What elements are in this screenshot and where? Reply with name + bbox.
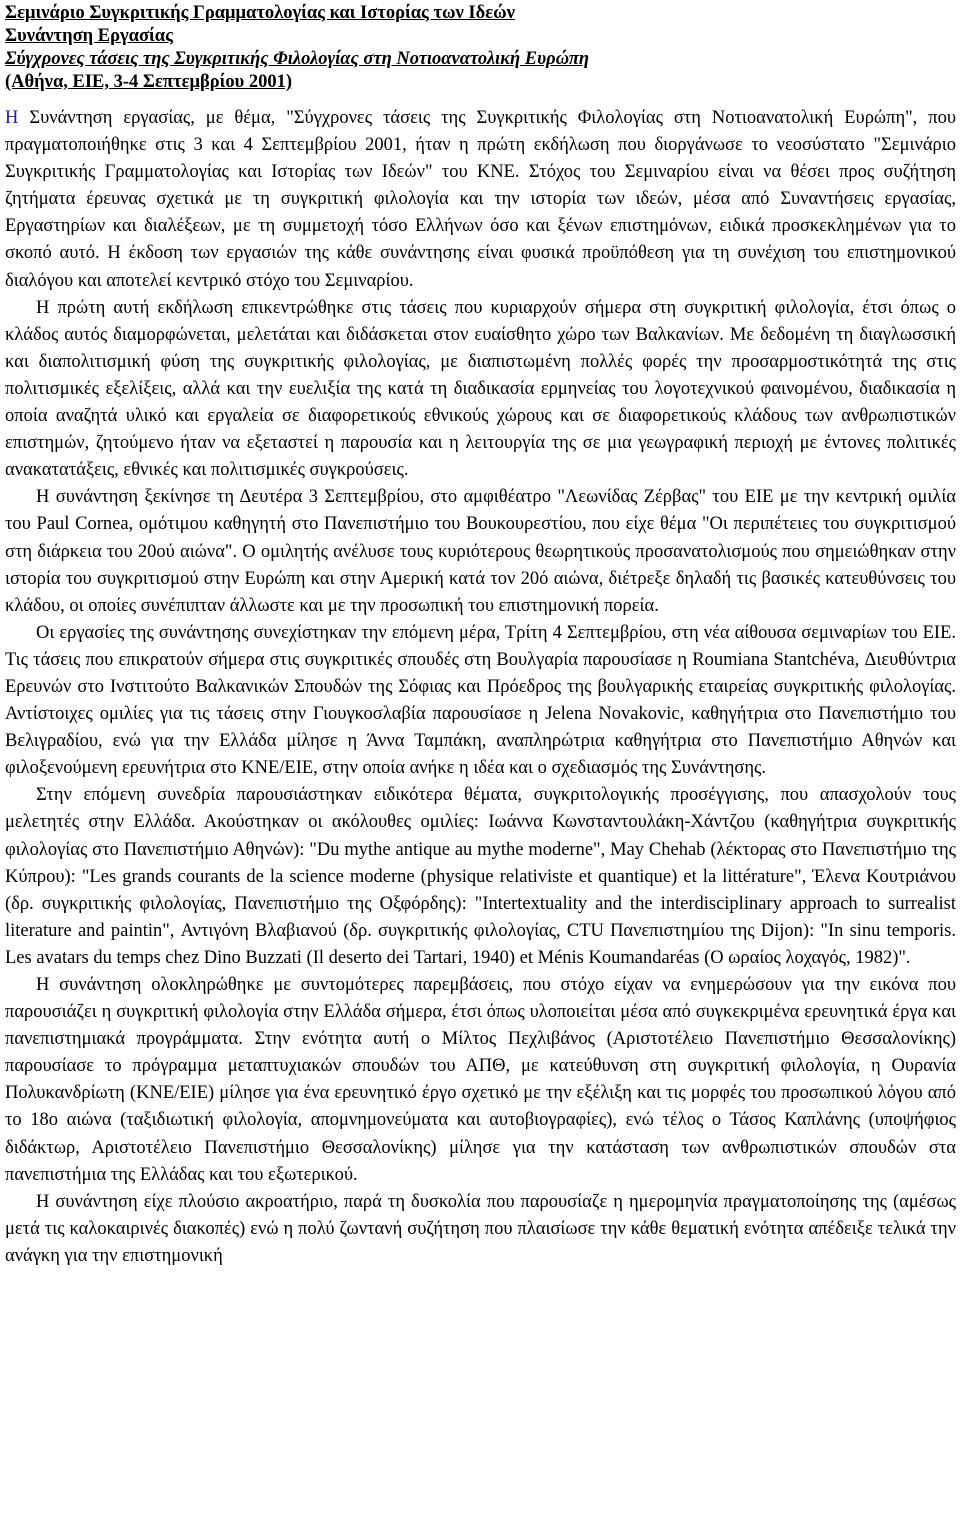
paragraph-5: Στην επόμενη συνεδρία παρουσιάστηκαν ειδικότερα θέματα, συγκριτολογικής προσέγγισης, που απασχολούν τους μελετητές στην Ελλάδα. Ακούστηκαν οι ακόλουθες ομιλίες: Ιωάννα Κωνσταντουλάκη-Χάντζου (καθηγήτρια συγκριτικής φιλολογίας στο Πανεπιστήμιο Αθηνών): "Du mythe antique au mythe moderne", May Chehab (λέκτορας στο Πανεπιστήμιο της Κύπρου): "Les grands courants de la science moderne (physique relativiste et quantique) et la littérature", Έλενα Κουτριάνου (δρ. συγκριτικής φιλολογίας, Πανεπιστήμιο της Οξφόρδης): "Intertextuality and the interdisciplinary approach to surrealist literature and paintin", Αντιγόνη Βλαβιανού (δρ. συγκριτικής φιλολογίας, CTU Πανεπιστημίου της Dijon): "In sinu temporis. Les avatars du temps chez Dino Buzzati (Il deserto dei Tartari, 1940) et Ménis Koumandaréas (Ο ωραίος λοχαγός, 1982)". <box>5 785 956 968</box>
paragraph-4: Οι εργασίες της συνάντησης συνεχίστηκαν την επόμενη μέρα, Τρίτη 4 Σεπτεμβρίου, στη νέα αίθουσα σεμιναρίων του ΕΙΕ. Τις τάσεις που επικρατούν σήμερα στις συγκριτικές σπουδές στη Βουλγαρία παρουσίασε η Roumiana Stantchéva, Διευθύντρια Ερευνών στο Ινστιτούτο Βαλκανικών Σπουδών της Σόφιας και Πρόεδρος της βουλγαρικής εταιρείας συγκριτικής φιλολογίας. Αντίστοιχες ομιλίες για τις τάσεις στην Γιουγκοσλαβία παρουσίασε η Jelena Novakovic, καθηγήτρια στο Πανεπιστήμιο του Βελιγραδίου, ενώ για την Ελλάδα μίλησε η Άννα Ταμπάκη, αναπληρώτρια καθηγήτρια στο Πανεπιστήμιο Αθηνών και φιλοξενούμενη ερευνήτρια στο ΚΝΕ/ΕΙΕ, στην οποία ανήκε η ιδέα και ο σχεδιασμός της Συνάντησης. <box>5 622 956 779</box>
paragraph-7: Η συνάντηση είχε πλούσιο ακροατήριο, παρά τη δυσκολία που παρουσίαζε η ημερομηνία πραγματοποίησης της (αμέσως μετά τις καλοκαιρινές διακοπές) ενώ η πολύ ζωντανή συζήτηση που πλαισίωσε την κάθε θεματική ενότητα απέδειξε τελικά την ανάγκη για την επιστημονική <box>5 1191 956 1266</box>
meeting-place-date: (Αθήνα, ΕΙΕ, 3-4 Σεπτεμβρίου 2001) <box>5 72 293 92</box>
meeting-subject: Σύγχρονες τάσεις της Συγκριτικής Φιλολογίας στη Νοτιοανατολική Ευρώπη <box>5 49 590 69</box>
initial-letter: Η <box>5 108 19 128</box>
meeting-title: Συνάντηση Εργασίας <box>5 26 173 46</box>
document-body <box>5 105 956 1270</box>
paragraph-6: Η συνάντηση ολοκληρώθηκε με συντομότερες παρεμβάσεις, που στόχο είχαν να ενημερώσουν για την εικόνα που παρουσιάζει η συγκριτική φιλολογία στην Ελλάδα σήμερα, έτσι όπως υλοποιείται μέσα από συγκεκριμένα ερευνητικά έργα και πανεπιστημιακά προγράμματα. Στην ενότητα αυτή ο Μίλτος Πεχλιβάνος (Αριστοτέλειο Πανεπιστήμιο Θεσσαλονίκης) παρουσίασε το πρόγραμμα μεταπτυχιακών σπουδών του ΑΠΘ, με κατεύθυνση στη συγκριτική φιλολογία, η Ουρανία Πολυκανδρίωτη (ΚΝΕ/ΕΙΕ) μίλησε για ένα ερευνητικό έργο σχετικό με την εξέλιξη και τις μορφές του προσωπικού λόγου από το 18ο αιώνα (ταξιδιωτική φιλολογία, απομνημονεύματα και αυτοβιογραφίες), ενώ τέλος ο Τάσος Καπλάνης (υποψήφιος διδάκτωρ, Αριστοτέλειο Πανεπιστήμιο Θεσσαλονίκης) μίλησε για την κατάσταση των ανθρωπιστικών σπουδών στα πανεπιστήμια της Ελλάδας και του εξωτερικού. <box>5 975 956 1185</box>
paragraph-1-text: Συνάντηση εργασίας, με θέμα, "Σύγχρονες τάσεις της Συγκριτικής Φιλολογίας στη Νοτιοανατολική Ευρώπη", που πραγματοποιήθηκε στις 3 και 4 Σεπτεμβρίου 2001, ήταν η πρώτη εκδήλωση που διοργάνωσε το νεοσύστατο "Σεμινάριο Συγκριτικής Γραμματολογίας και Ιστορίας των Ιδεών" του ΚΝΕ. Στόχος του Σεμιναρίου είναι να θέσει προς συζήτηση ζητήματα έρευνας σχετικά με τη συγκριτική φιλολογία και την ιστορία των ιδεών, μέσα από Συναντήσεις εργασίας, Εργαστηρίων και διαλέξεων, με τη συμμετοχή τόσο Ελλήνων όσο και ξένων επιστημόνων, ειδικά προσκεκλημένων για το σκοπό αυτό. Η έκδοση των εργασιών της κάθε συνάντησης είναι φυσικά προϋπόθεση για τη συνέχιση του επιστημονικού διαλόγου και αποτελεί κεντρικό στόχο του Σεμιναρίου. <box>5 108 956 291</box>
seminar-title: Σεμινάριο Συγκριτικής Γραμματολογίας και Ιστορίας των Ιδεών <box>5 3 515 23</box>
paragraph-1 <box>5 105 956 295</box>
paragraph-2: Η πρώτη αυτή εκδήλωση επικεντρώθηκε στις τάσεις που κυριαρχούν σήμερα στη συγκριτική φιλολογία, έτσι όπως ο κλάδος αυτός διαμορφώνεται, μελετάται και διδάσκεται στον ευαίσθητο χώρο των Βαλκανίων. Με δεδομένη τη διαγλωσσική και διαπολιτισμική φύση της συγκριτικής φιλολογίας, με διαπιστωμένη πολλές φορές την προσαρμοστικότητά της στις πολιτισμικές εξελίξεις, αλλά και την ευελιξία της κατά τη διαδικασία ερμηνείας του λογοτεχνικού φαινομένου, διαδικασία η οποία αναζητά υλικό και εργαλεία σε διαφορετικούς εθνικούς χώρους και σε διαφορετικούς κλάδους των ανθρωπιστικών επιστημών, ζητούμενο ήταν να εξεταστεί η παρουσία και η λειτουργία της σε μια γεωγραφική περιοχή με έντονες πολιτικές ανακατατάξεις, εθνικές και πολιτισμικές συγκρούσεις. <box>5 297 956 481</box>
paragraph-3: Η συνάντηση ξεκίνησε τη Δευτέρα 3 Σεπτεμβρίου, στο αμφιθέατρο "Λεωνίδας Ζέρβας" του ΕΙΕ με την κεντρική ομιλία του Paul Cornea, ομότιμου καθηγητή στο Πανεπιστήμιο του Βουκουρεστίου, που είχε θέμα "Οι περιπέτειες του συγκριτισμού στη διάρκεια του 20ού αιώνα". Ο ομιλητής ανέλυσε τους κυριότερους θεωρητικούς προσανατολισμούς που σημειώθηκαν στην ιστορία του συγκριτισμού στην Ευρώπη και στην Αμερική κατά τον 20ό αιώνα, διέτρεξε δηλαδή τις βασικές κατευθύνσεις του κλάδου, οι οποίες συνέπιπταν άλλωστε και με την προσωπική του επιστημονική πορεία. <box>5 487 956 616</box>
document-header <box>5 2 956 94</box>
